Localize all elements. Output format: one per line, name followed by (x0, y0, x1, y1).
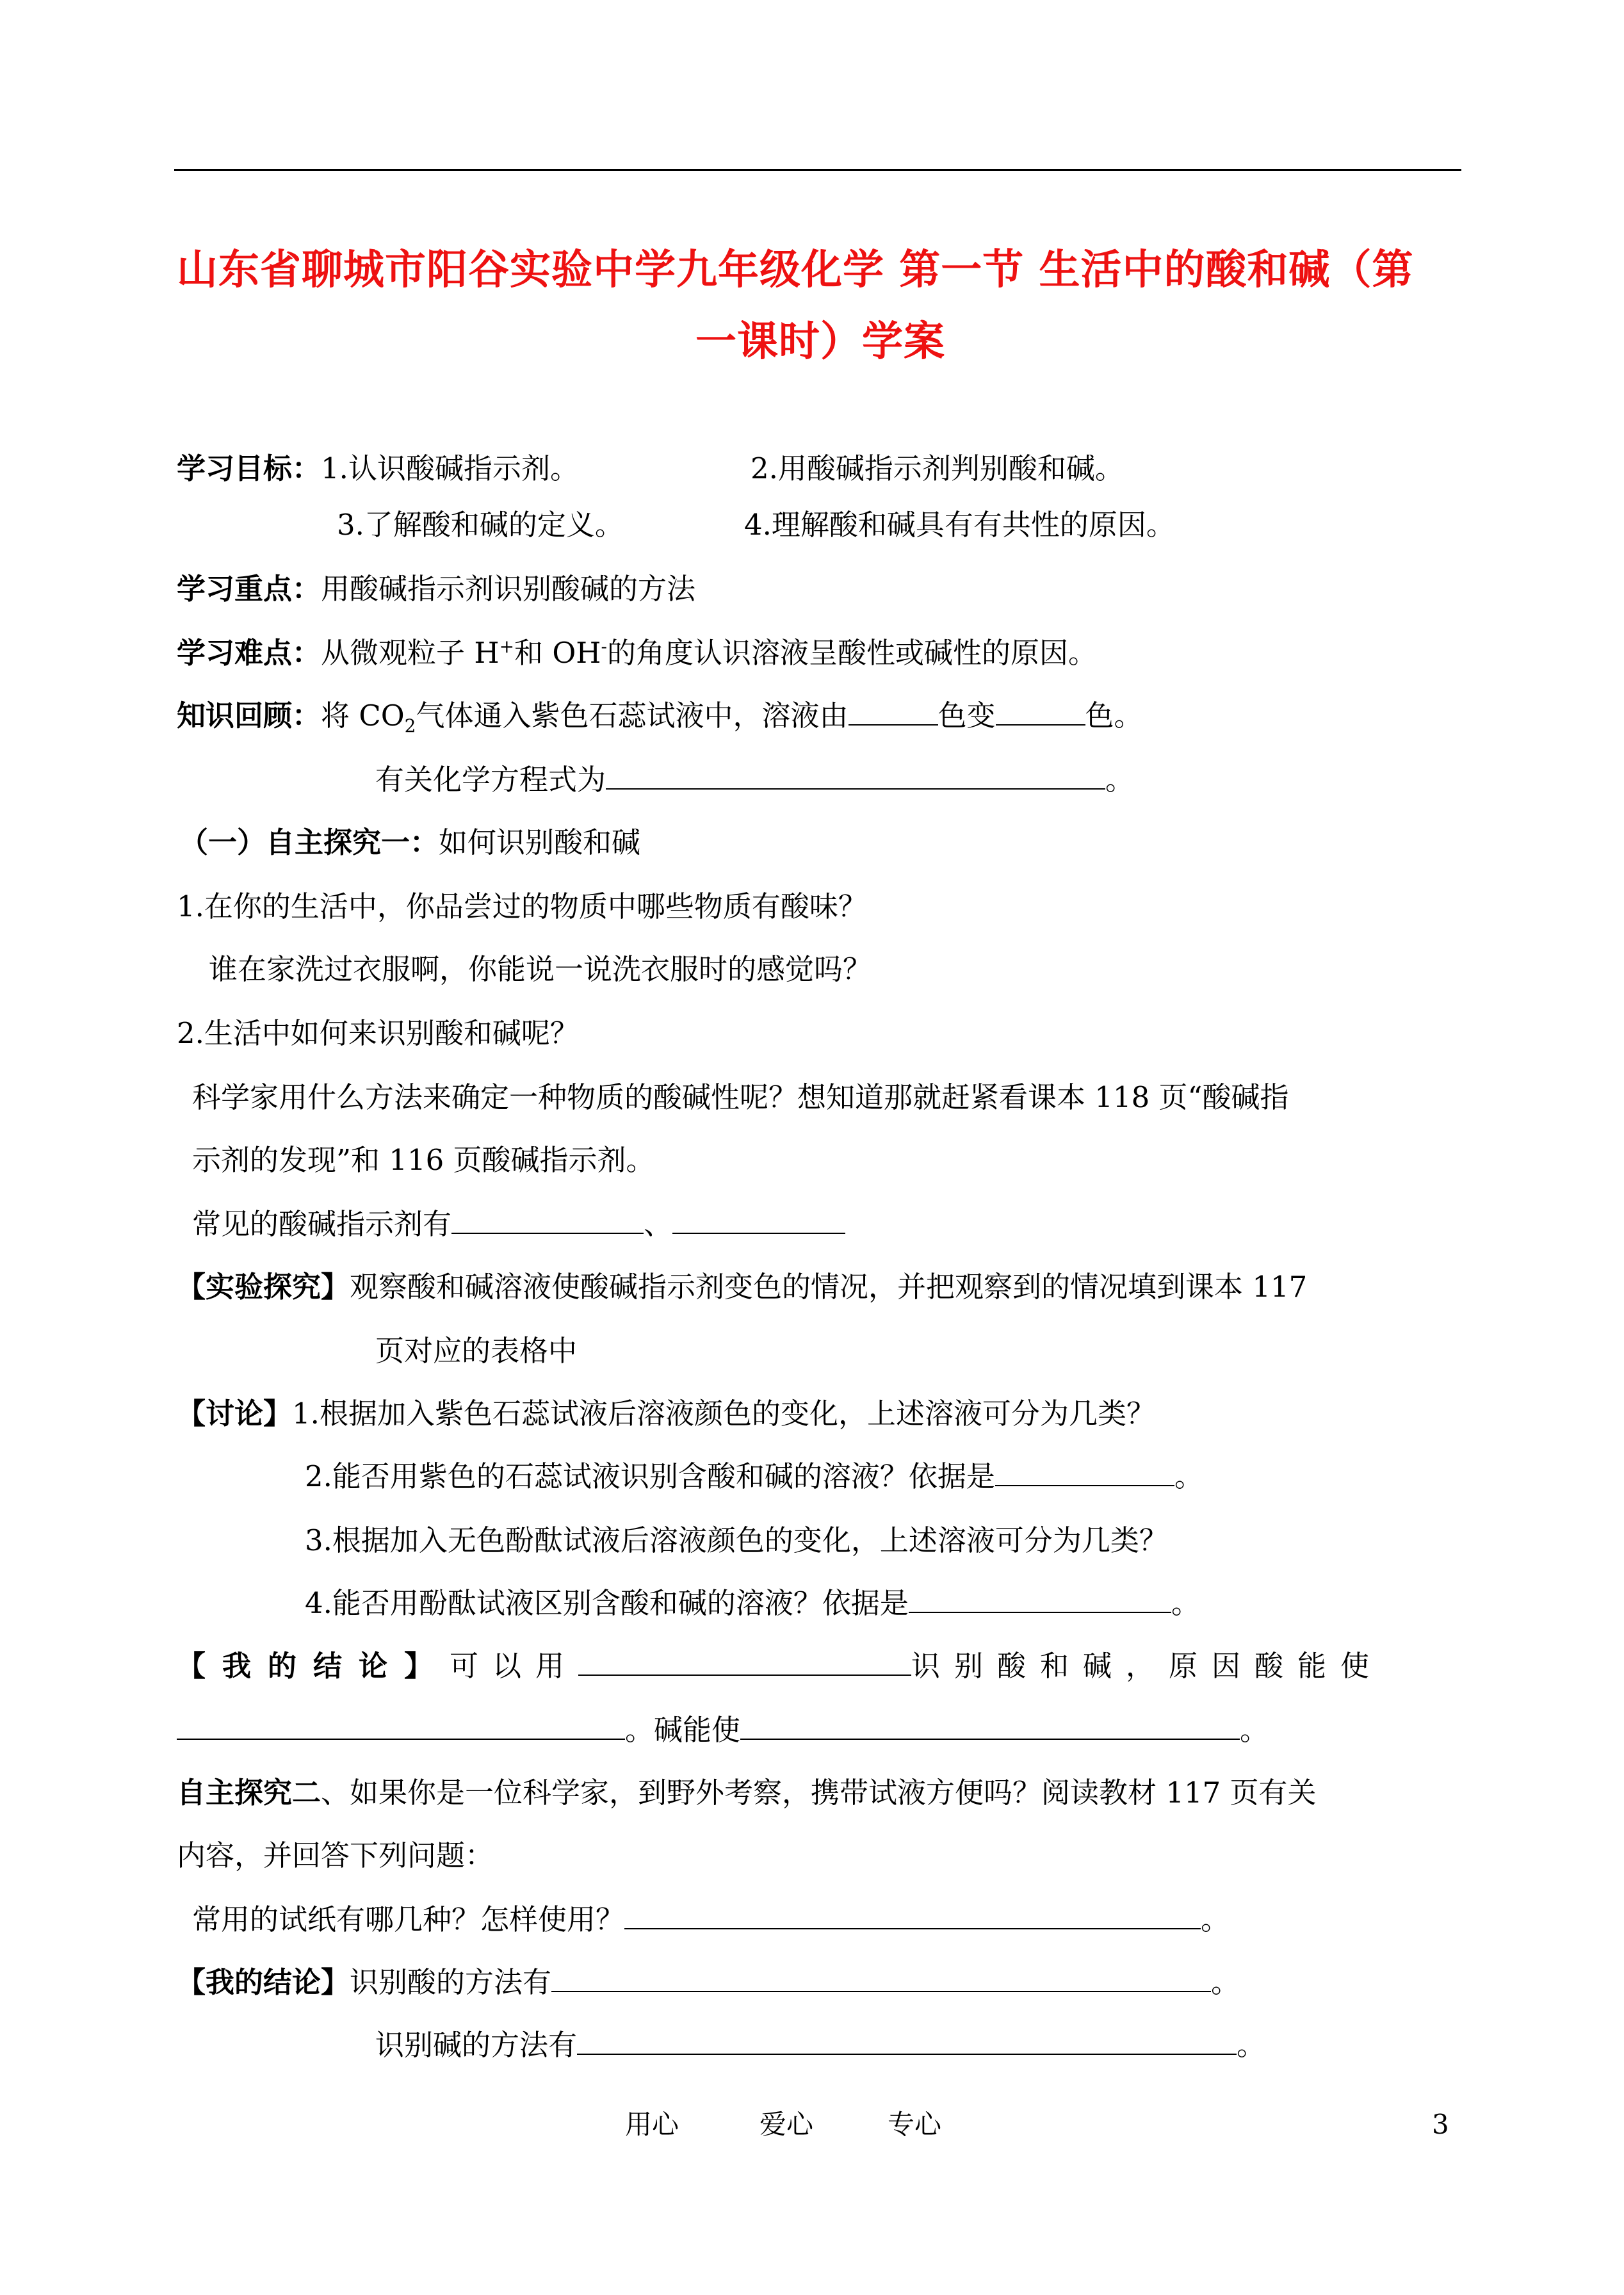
blank-equation[interactable] (606, 763, 1105, 790)
page-title (177, 234, 1464, 378)
experiment-line-2: 页对应的表格中 (375, 1334, 578, 1368)
indicator-prompt: 常见的酸碱指示剂有 (192, 1207, 452, 1241)
key-point-label: 学习重点： (177, 572, 321, 606)
conclusion1-text-3: 。碱能使 (625, 1713, 741, 1747)
difficulty-text-3: 的角度认识溶液呈酸性或碱性的原因。 (606, 636, 1097, 670)
period: 。 (1201, 1902, 1230, 1936)
section2-text: 、如果你是一位科学家，到野外考察，携带试液方便吗？阅读教材 117 页有关 (321, 1776, 1317, 1810)
footer-text-2: 爱心 (759, 2109, 814, 2140)
difficulty-label: 学习难点： (177, 636, 321, 670)
period: 。 (1237, 2028, 1266, 2062)
title-line-2: 一课时）学案 (695, 318, 945, 366)
footer-text-3: 专心 (888, 2109, 942, 2140)
question-1b: 谁在家洗过衣服啊，你能说一说洗衣服时的感觉吗？ (209, 952, 872, 986)
objectives-line-1 (177, 450, 579, 488)
conclusion1-line-2 (177, 1711, 1269, 1749)
experiment-label: 【实验探究】 (177, 1270, 350, 1304)
review-label: 知识回顾： (177, 699, 321, 733)
discussion-label: 【讨论】 (177, 1397, 293, 1431)
experiment-text: 观察酸和碱溶液使酸碱指示剂变色的情况，并把观察到的情况填到课本 117 (350, 1270, 1308, 1304)
section2-line-2: 内容，并回答下列问题： (177, 1838, 494, 1872)
section2-line-1 (177, 1774, 1317, 1812)
blank-indicator-2[interactable] (672, 1207, 845, 1234)
blank-color-to[interactable] (996, 699, 1085, 726)
period: 。 (1171, 1586, 1200, 1620)
objective-4: 4.理解酸和碱具有有共性的原因。 (744, 508, 1175, 542)
header-rule (174, 169, 1461, 171)
difficulty-text-1: 从微观粒子 H (321, 636, 499, 670)
discussion-3: 3.根据加入无色酚酞试液后溶液颜色的变化，上述溶液可分为几类？ (305, 1523, 1168, 1557)
co2-subscript: 2 (404, 715, 416, 736)
equation-prompt: 有关化学方程式为 (375, 763, 606, 797)
key-point-text: 用酸碱指示剂识别酸碱的方法 (321, 572, 696, 606)
section2-label: 自主探究二 (177, 1776, 321, 1810)
blank-indicator-1[interactable] (451, 1207, 644, 1234)
experiment-line-1 (177, 1268, 1307, 1306)
discussion-line-1 (177, 1395, 1155, 1433)
blank-basis-phenolphthalein[interactable] (909, 1586, 1171, 1613)
conclusion1-line-1 (177, 1647, 1383, 1685)
blank-color-from[interactable] (849, 699, 938, 726)
test-paper-question (192, 1901, 1230, 1939)
review-line-2 (375, 761, 1134, 799)
title-line-1: 山东省聊城市阳谷实验中学九年级化学 第一节 生活中的酸和碱（第 (177, 247, 1414, 294)
section1-title: 如何识别酸和碱 (439, 825, 641, 859)
question-2b: 科学家用什么方法来确定一种物质的酸碱性呢？想知道那就赶紧看课本 118 页“酸碱指 (192, 1080, 1289, 1114)
conclusion1-text-2: 识别酸和碱，原因酸能使 (911, 1649, 1384, 1683)
review-line-1 (177, 697, 1143, 735)
conclusion2-label: 【我的结论】 (177, 1965, 350, 1999)
discussion-2 (305, 1457, 1203, 1496)
review-text-2: 气体通入紫色石蕊试液中，溶液由 (416, 699, 849, 733)
blank-base-makes[interactable] (740, 1713, 1240, 1740)
discussion-4 (305, 1584, 1200, 1623)
review-text-3: 色变 (938, 699, 996, 733)
objective-1: 1.认识酸碱指示剂。 (321, 451, 579, 485)
question-2: 2.生活中如何来识别酸和碱呢？ (177, 1016, 579, 1050)
blank-basis-litmus[interactable] (995, 1459, 1174, 1486)
discussion-1: 1.根据加入紫色石蕊试液后溶液颜色的变化，上述溶液可分为几类？ (292, 1397, 1155, 1431)
key-point-line (177, 570, 695, 608)
difficulty-line (177, 634, 1097, 672)
discussion-4-text: 4.能否用酚酞试液区别含酸和碱的溶液？依据是 (305, 1586, 909, 1620)
discussion-2-text: 2.能否用紫色的石蕊试液识别含酸和碱的溶液？依据是 (305, 1459, 995, 1493)
blank-acid-makes[interactable] (177, 1713, 625, 1740)
blank-acid-method[interactable] (551, 1965, 1211, 1992)
question-2d (192, 1205, 845, 1244)
page-number: 3 (1432, 2109, 1449, 2140)
conclusion2-line-2 (375, 2026, 1265, 2064)
h-ion-charge: + (499, 636, 515, 657)
difficulty-text-2: 和 OH (514, 636, 601, 670)
acid-method-prompt: 识别酸的方法有 (350, 1965, 552, 1999)
review-text-1: 将 CO (321, 699, 405, 733)
period: 。 (1174, 1459, 1203, 1493)
oh-ion-charge: - (601, 636, 607, 657)
blank-test-paper[interactable] (624, 1902, 1201, 1929)
section1-label: （一）自主探究一： (179, 825, 439, 859)
conclusion1-text-1: 可以用 (450, 1649, 579, 1683)
test-paper-text: 常用的试纸有哪几种？怎样使用？ (192, 1902, 625, 1936)
separator: 、 (644, 1207, 673, 1241)
period: 。 (1240, 1713, 1269, 1747)
objective-2: 2.用酸碱指示剂判别酸和碱。 (751, 451, 1124, 485)
objective-3: 3.了解酸和碱的定义。 (337, 508, 624, 542)
conclusion1-label: 【我的结论】 (177, 1649, 450, 1683)
period: 。 (1105, 763, 1135, 797)
question-1: 1.在你的生活中，你品尝过的物质中哪些物质有酸味？ (177, 889, 867, 923)
blank-identify-with[interactable] (578, 1649, 911, 1676)
base-method-prompt: 识别碱的方法有 (375, 2028, 578, 2062)
objectives-label: 学习目标： (177, 451, 321, 485)
question-2c: 示剂的发现”和 116 页酸碱指示剂。 (192, 1143, 655, 1177)
section1-heading (179, 823, 640, 862)
review-text-4: 色。 (1085, 699, 1143, 733)
conclusion2-line-1 (177, 1963, 1240, 2002)
footer-text-1: 用心 (625, 2109, 679, 2140)
blank-base-method[interactable] (577, 2028, 1237, 2055)
period: 。 (1211, 1965, 1240, 1999)
